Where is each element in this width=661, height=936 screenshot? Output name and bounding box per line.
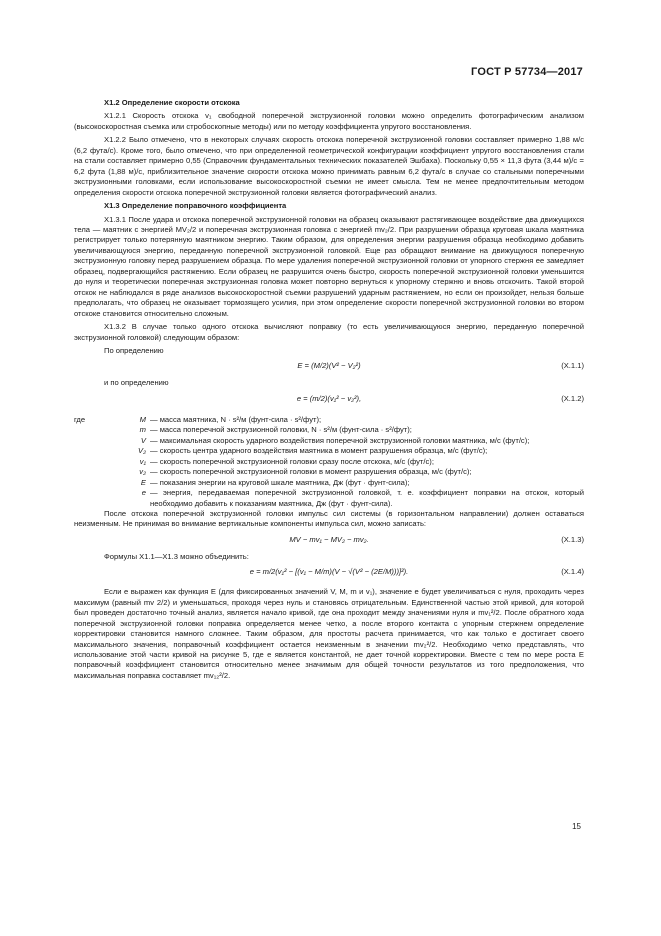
document-id-header: ГОСТ Р 57734—2017 [471, 66, 583, 78]
paragraph-final: Если e выражен как функция E (для фиксированных значений V, M, m и v₁), значение e будет увеличиваться с нуля, проходить через максимум (равный mv 2/2) и уменьшаться, проходя через нуль и становясь отрицательным. Единственной частью этой кривой, для которой был проведен достаточно точный анализ, является начало кривой, где она проходит между значениями нуля и mv₁²/2. После обратного хода поперечной экструзионной головки поправка определяется менее четко, а после второго контакта с упорным стержнем определение корректировки становится намного сложнее. Таким образом, для простоты расчета принимается, что как только e достигает своего максимального значения, поправочный коэффициент остается неизменным в значении mv₂²/2. Необходимо четко представлять, что использование этой части кривой на рисунке 5, где e является константой, не дает точной корректировки. Вместе с тем по мере роста E поправочный коэффициент становится относительно менее значимым для общей точности результатов из того предположения, что максимальная поправка составляет mv₁₂²/2. [74, 587, 584, 680]
variable-description: — показания энергии на круговой шкале маятника, Дж (фут · фунт-сила); [150, 477, 410, 487]
variable-symbol: v₁ [139, 456, 146, 466]
formula-x11-expr: E = (M/2)(V² − V₂²) [297, 361, 361, 371]
variable-description: — скорость центра ударного воздействия маятника в момент разрушения образца, м/с (фут/с); [150, 446, 488, 456]
paragraph-x132: Х1.3.2 В случае только одного отскока вычисляют поправку (то есть увеличивающуюся энергию, переданную поперечной экструзионной головкой) следующим образом: [74, 322, 584, 342]
formula-x12 [74, 389, 584, 411]
formula-x12-expr: e = (m/2)(v₁² − v₂²), [296, 393, 362, 403]
variable-symbol: M [139, 414, 146, 424]
definition-row [74, 446, 584, 456]
where-word: где [74, 414, 86, 424]
paragraph-x122: Х1.2.2 Было отмечено, что в некоторых случаях скорость отскока поперечной экструзионной головки составляет примерно 1,88 м/с (6,2 фута/с). Кроме того, было отмечено, что при определенной геометрической конфигурации коэффициент упругого восстановления стали на стали составляет примерно 0,55 (Справочник фундаментальных технических показателей Эшбаха). Поскольку 0,55 × 11,3 фута (3,44 м)/с = 6,2 фута (1,88 м)/с, приблизительное значение скорости отскока можно принимать равным 6,2 фута/с в случае со стальными поперечными экструзионными головками, если использование высокоскоростной съемки не имеет смысла. Тем не менее предпочтительным методом определения скорости отскока поперечной экструзионной головки является фотографический анализ. [74, 135, 584, 197]
variable-symbol: V [140, 435, 146, 445]
variable-description: — максимальная скорость ударного воздействия поперечной экструзионной головки маятника, м/с (фут/с); [150, 435, 530, 445]
formula-x13-number: (X.1.3) [561, 534, 584, 544]
document-body [74, 96, 584, 681]
formula-x11 [74, 356, 584, 378]
definition-row [74, 488, 584, 509]
variable-symbol: e [141, 488, 146, 498]
formula-x14-number: (X.1.4) [561, 567, 584, 577]
formula-x13-expr: MV − mv₁ − MV₂ − mv₂. [289, 534, 369, 544]
formula-x14 [74, 562, 584, 584]
variable-symbol: v₂ [139, 467, 146, 477]
definition-row [74, 436, 584, 446]
variable-description: — масса маятника, N · s²/м (фунт-сила · s²/фут); [150, 414, 322, 424]
definition-row [74, 467, 584, 477]
paragraph-x131: Х1.3.1 После удара и отскока поперечной экструзионной головки на образец оказывают растягивающее воздействие два движущихся тела — маятник с энергией MV₂/2 и поперечная экструзионная головка с энергией mv₂/2. При разрушении образца круговая шкала маятника регистрирует только потерянную маятником энергию. Таким образом, для определения энергии разрушения образца необходимо добавить увеличивающуюся энергию, переданную поперечной экструзионной головкой. Еще раз обращают внимание на движущуюся поперечную экструзионную головку перед разрушением образца. По мере удаления поперечной экструзионной головки от упорного стержня ее замедляет образец, подвергающийся растяжению. Если образец не разрушится очень быстро, скорость поперечной экструзионной головки уменьшится до нуля и теоретически поперечная экструзионная головка может повторно вернуться к упорному стержню и вновь отскочить. Такой второй отскок не наблюдался в ряде анализов высокоскоростной съемки разрушений ударным растяжением, но если он произойдет, нельзя больше предполагать, что образец не оказывает тормозящего усилия, при этом определение скорости поперечной экструзионной головки во втором отскоке становится относительно сложным. [74, 214, 584, 318]
variable-definitions [74, 415, 584, 509]
variable-description: — масса поперечной экструзионной головки, N · s²/м (фунт-сила · s²/фут); [150, 425, 412, 435]
paragraph-x121: Х1.2.1 Скорость отскока v₁ свободной поперечной экструзионной головки можно определить фотографическим анализом (высокоскоростная съемка или стробоскопные методы) или по методу коэффициента упругого восстановления. [74, 111, 584, 131]
variable-symbol: m [139, 425, 146, 435]
definition-row [74, 457, 584, 467]
variable-symbol: E [140, 477, 146, 487]
by-definition-1: По определению [104, 345, 164, 355]
variable-description: — скорость поперечной экструзионной головки в момент разрушения образца, м/с (фут/с); [150, 467, 472, 477]
formula-x14-expr: e = m/2(v₁² − [(v₁ − M/m)(V − √(V² − (2E/M)))]²). [249, 567, 409, 577]
formula-x13 [74, 530, 584, 552]
definition-row [74, 415, 584, 425]
section-heading-x12: Х1.2 Определение скорости отскока [104, 98, 240, 107]
variable-description: — энергия, передаваемая поперечной экструзионной головкой, т. е. коэффициент поправки на отскок, который необходимо добавить к показаниям маятника, Дж (фут · фунт-сила). [150, 488, 584, 508]
definition-row [74, 478, 584, 488]
formula-x11-number: (X.1.1) [561, 361, 584, 371]
variable-symbol: V₂ [138, 446, 146, 456]
paragraph-combine: Формулы Х1.1—Х1.3 можно объединить: [104, 551, 249, 561]
section-heading-x13: Х1.3 Определение поправочного коэффициента [104, 201, 287, 211]
definition-row [74, 425, 584, 435]
by-definition-2: и по определению [104, 378, 169, 388]
page-number: 15 [572, 822, 581, 831]
variable-description: — скорость поперечной экструзионной головки сразу после отскока, м/с (фут/с); [150, 456, 434, 466]
formula-x12-number: (X.1.2) [561, 393, 584, 403]
paragraph-momentum: После отскока поперечной экструзионной головки импульс сил системы (в горизонтальном направлении) должен оставаться неизменным. Не принимая во внимание вертикальные компоненты импульса сил, можно записать: [74, 508, 584, 529]
